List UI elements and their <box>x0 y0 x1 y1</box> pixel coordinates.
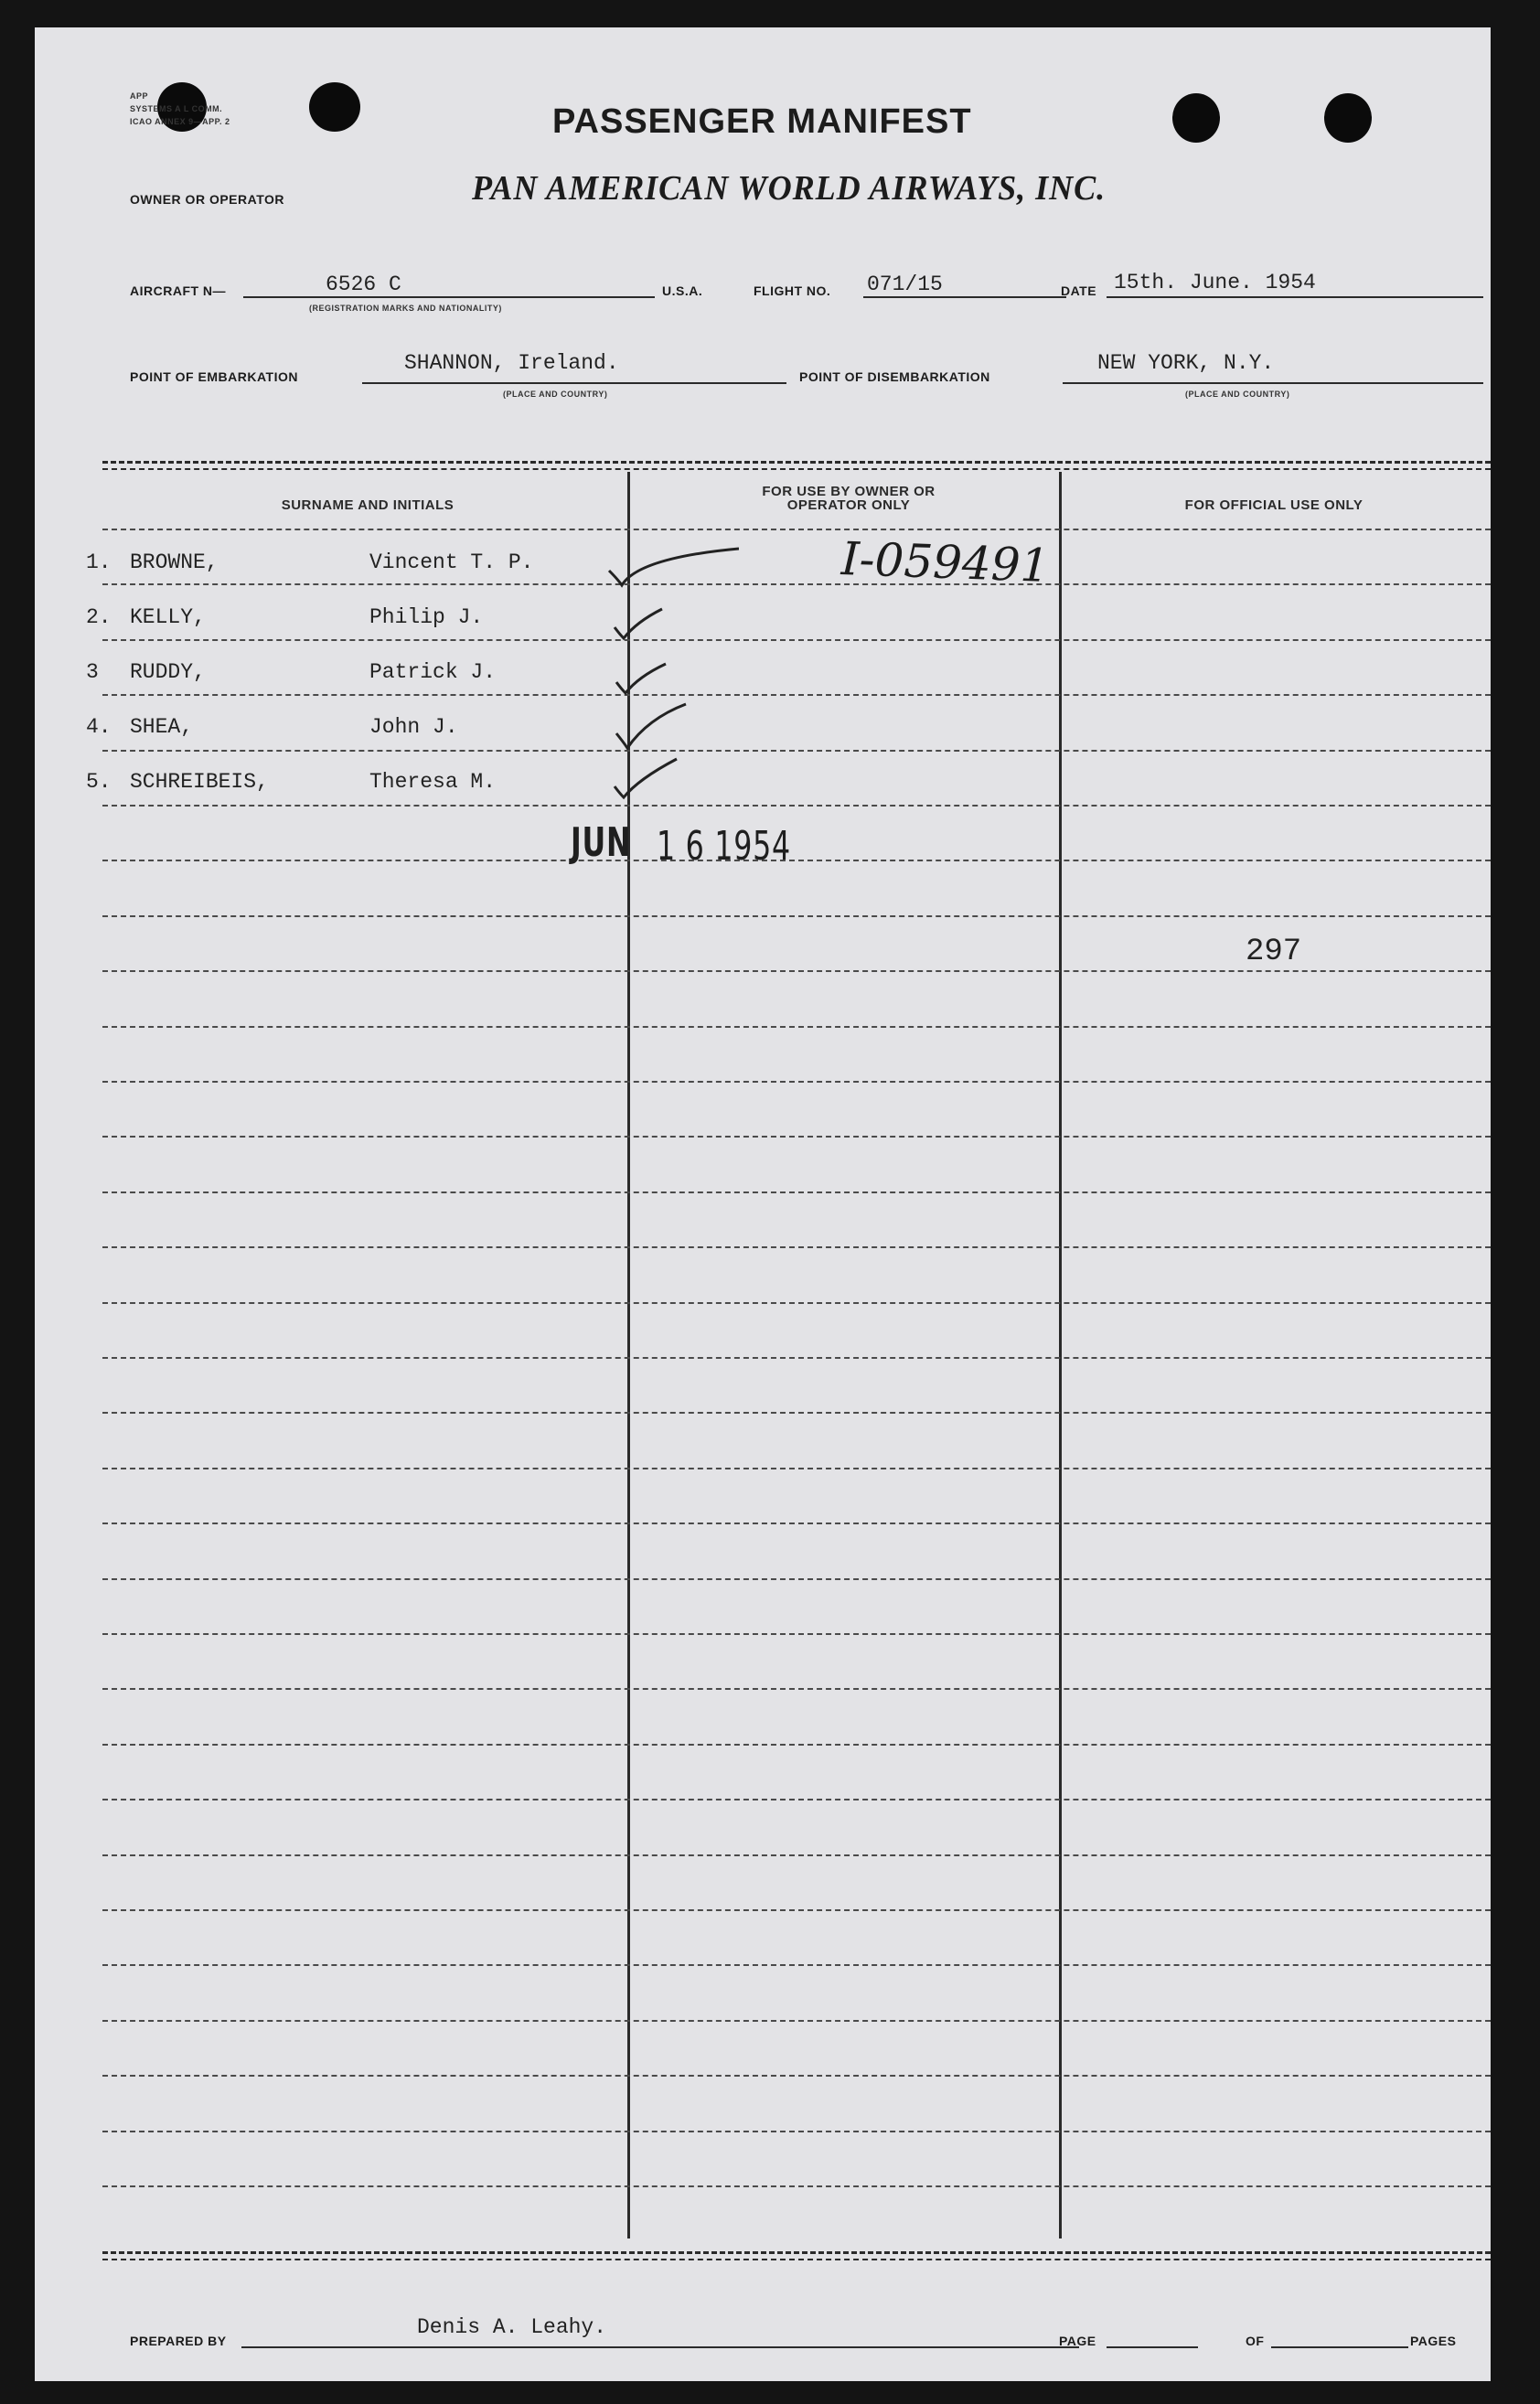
check-marks <box>602 540 739 805</box>
table-row-rule <box>102 1136 1491 1138</box>
aircraft-underline <box>243 296 655 298</box>
date-value: 15th. June. 1954 <box>1114 271 1316 294</box>
table-row-rule <box>102 2131 1491 2132</box>
table-row-rule <box>102 1688 1491 1690</box>
table-row-rule <box>102 529 1491 530</box>
punch-hole-right-1 <box>1172 93 1220 143</box>
table-row-rule <box>102 1744 1491 1746</box>
handwritten-reference: I-059491 <box>840 532 1051 593</box>
table-row-rule <box>102 1026 1491 1028</box>
passenger-3-initials: Patrick J. <box>369 660 497 684</box>
passenger-5-surname: SCHREIBEIS, <box>130 770 269 794</box>
passenger-3-number: 3 <box>86 660 99 684</box>
passenger-4-surname: SHEA, <box>130 715 194 739</box>
prepared-by-value: Denis A. Leahy. <box>417 2315 607 2339</box>
table-row-rule <box>102 1191 1491 1193</box>
passenger-4-initials: John J. <box>369 715 458 739</box>
passenger-1-initials: Vincent T. P. <box>369 550 534 574</box>
table-row-rule <box>102 805 1491 807</box>
company-name: PAN AMERICAN WORLD AIRWAYS, INC. <box>472 169 1107 208</box>
passenger-4-number: 4. <box>86 715 112 739</box>
aircraft-country: U.S.A. <box>662 283 703 298</box>
manifest-sheet <box>35 27 1491 2381</box>
table-row-rule <box>102 1468 1491 1469</box>
table-row-rule <box>102 1633 1491 1635</box>
pages-label: PAGES <box>1410 2334 1457 2348</box>
page-label: PAGE <box>1059 2334 1096 2348</box>
owner-label: OWNER OR OPERATOR <box>130 192 284 207</box>
column-header-name: SURNAME AND INITIALS <box>281 497 455 513</box>
table-row-rule <box>102 2185 1491 2187</box>
date-stamp-date: 1 6 1954 <box>657 823 791 870</box>
of-label: OF <box>1246 2334 1265 2348</box>
disembarkation-caption: (PLACE AND COUNTRY) <box>1185 390 1290 399</box>
check-mark-4 <box>616 704 686 748</box>
check-mark-2 <box>615 609 662 638</box>
embarkation-caption: (PLACE AND COUNTRY) <box>503 390 608 399</box>
table-row-rule <box>102 970 1491 972</box>
aircraft-label: AIRCRAFT N— <box>130 283 227 298</box>
table-row-rule <box>102 1246 1491 1248</box>
table-bottom-rule-2 <box>102 2259 1491 2260</box>
passenger-1-number: 1. <box>86 550 112 574</box>
table-row-rule <box>102 639 1491 641</box>
table-row-rule <box>102 1854 1491 1856</box>
check-mark-1 <box>609 549 739 585</box>
table-top-rule-2 <box>102 468 1491 470</box>
embarkation-label: POINT OF EMBARKATION <box>130 369 298 384</box>
disembarkation-label: POINT OF DISEMBARKATION <box>799 369 990 384</box>
table-row-rule <box>102 1523 1491 1524</box>
table-top-rule-1 <box>102 461 1491 464</box>
passenger-2-number: 2. <box>86 605 112 629</box>
flight-value: 071/15 <box>867 272 943 296</box>
passenger-5-number: 5. <box>86 770 112 794</box>
passenger-5-initials: Theresa M. <box>369 770 497 794</box>
date-underline <box>1107 296 1483 298</box>
embarkation-underline <box>362 382 786 384</box>
table-row-rule <box>102 583 1491 585</box>
table-row-rule <box>102 860 1491 861</box>
disembarkation-underline <box>1063 382 1483 384</box>
form-code-line1: APP <box>130 91 149 101</box>
page-title: PASSENGER MANIFEST <box>552 102 972 141</box>
table-row-rule <box>102 750 1491 752</box>
table-row-rule <box>102 2075 1491 2077</box>
table-row-rule <box>102 1909 1491 1911</box>
punch-hole-right-2 <box>1324 93 1372 143</box>
column-header-official-use: FOR OFFICIAL USE ONLY <box>1184 497 1364 513</box>
column-header-owner-use: FOR USE BY OWNER OR OPERATOR ONLY <box>762 484 936 513</box>
table-row-rule <box>102 915 1491 917</box>
embarkation-value: SHANNON, Ireland. <box>404 351 619 375</box>
table-row-rule <box>102 1081 1491 1083</box>
passenger-3-surname: RUDDY, <box>130 660 206 684</box>
disembarkation-value: NEW YORK, N.Y. <box>1097 351 1275 375</box>
flight-label: FLIGHT NO. <box>754 283 831 298</box>
form-code-line2: SYSTEMS A L COMM. <box>130 104 223 113</box>
prepared-by-underline <box>241 2346 1079 2348</box>
table-row-rule <box>102 2020 1491 2022</box>
check-mark-3 <box>616 664 666 693</box>
table-row-rule <box>102 694 1491 696</box>
of-underline <box>1271 2346 1408 2348</box>
column-divider-2 <box>1059 472 1062 2238</box>
table-row-rule <box>102 1302 1491 1304</box>
flight-underline <box>863 296 1066 298</box>
prepared-by-label: PREPARED BY <box>130 2334 227 2348</box>
table-row-rule <box>102 1578 1491 1580</box>
table-row-rule <box>102 1964 1491 1966</box>
aircraft-value: 6526 C <box>326 272 401 296</box>
date-stamp-month: JUN <box>571 819 632 866</box>
page-underline <box>1107 2346 1198 2348</box>
table-row-rule <box>102 1357 1491 1359</box>
passenger-2-initials: Philip J. <box>369 605 484 629</box>
page-number: 297 <box>1246 935 1302 969</box>
table-row-rule <box>102 1412 1491 1414</box>
check-mark-5 <box>615 759 677 797</box>
punch-hole-left-2 <box>309 82 360 132</box>
aircraft-caption: (REGISTRATION MARKS AND NATIONALITY) <box>309 304 502 313</box>
table-bottom-rule-1 <box>102 2251 1491 2254</box>
passenger-2-surname: KELLY, <box>130 605 206 629</box>
date-label: DATE <box>1061 283 1097 298</box>
passenger-1-surname: BROWNE, <box>130 550 219 574</box>
form-code-line3: ICAO ANNEX 9—APP. 2 <box>130 117 230 126</box>
table-row-rule <box>102 1799 1491 1800</box>
